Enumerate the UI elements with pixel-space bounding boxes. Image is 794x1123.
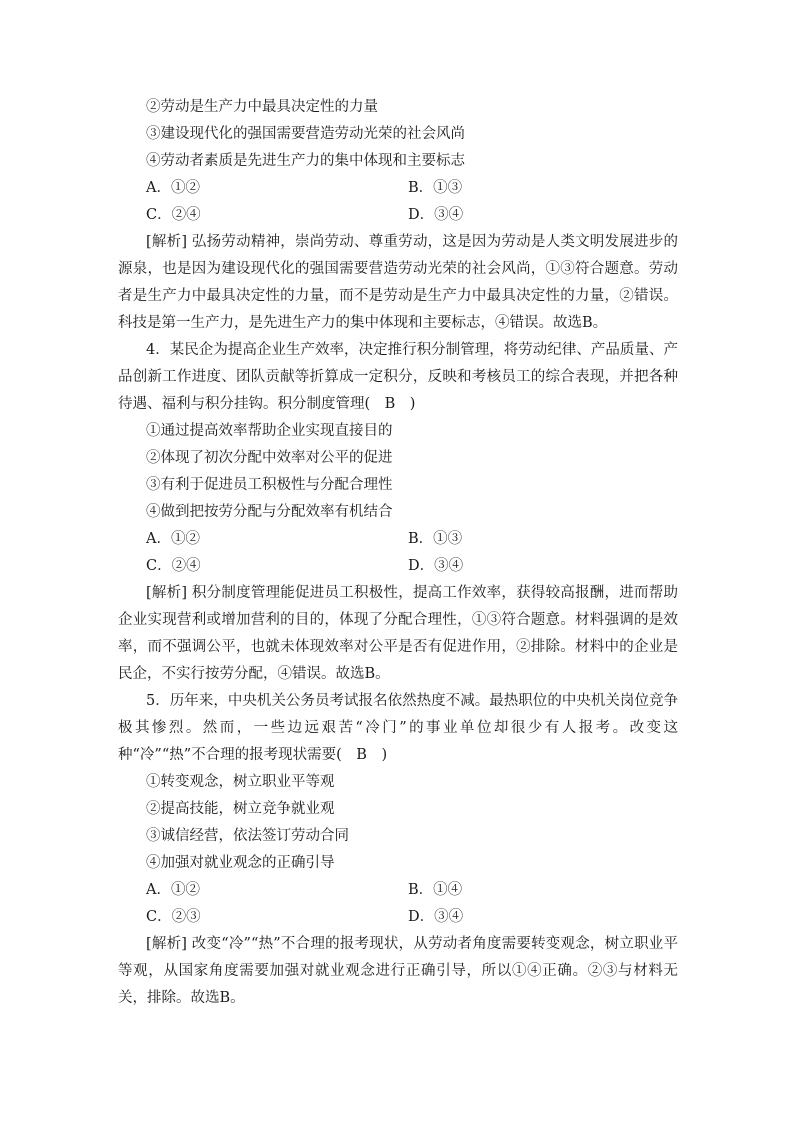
q4-choice-b: B．①③	[408, 531, 463, 547]
q3-choice-b: B．①③	[408, 180, 463, 196]
q5-choice-a: A．①②	[146, 882, 200, 898]
q5-option-4: ④加强对就业观念的正确引导	[146, 855, 335, 871]
q3-option-3: ③建设现代化的强国需要营造劳动光荣的社会风尚	[146, 126, 465, 142]
q4-choice-a: A．①②	[146, 531, 200, 547]
q5-choices-row-1	[118, 877, 678, 904]
q5-stem: 5．历年来，中央机关公务员考试报名依然热度不减。最热职位的中央机关岗位竞争极其惨烈。然而，一些边远艰苦“冷门”的事业单位却很少有人报考。改变这种“冷”“热”不合理的报考现状需要( B )	[118, 693, 678, 763]
q4-option-2: ②体现了初次分配中效率对公平的促进	[146, 450, 393, 466]
q3-choice-a: A．①②	[146, 180, 200, 196]
q4-choice-d: D．③④	[408, 558, 464, 574]
q3-option-2: ②劳动是生产力中最具决定性的力量	[146, 99, 378, 115]
q3-choices-row-1	[118, 175, 678, 202]
q3-choice-d: D．③④	[408, 207, 464, 223]
q5-choice-d: D．③④	[408, 909, 464, 925]
q3-option-4: ④劳动者素质是先进生产力的集中体现和主要标志	[146, 153, 465, 169]
q5-analysis: [解析] 改变“冷”“热”不合理的报考现状，从劳动者角度需要转变观念，树立职业平等观，从国家角度需要加强对就业观念进行正确引导，所以①④正确。②③与材料无关，排除。故选B。	[118, 936, 678, 1006]
q3-analysis: [解析] 弘扬劳动精神，崇尚劳动、尊重劳动，这是因为劳动是人类文明发展进步的源泉，也是因为建设现代化的强国需要营造劳动光荣的社会风尚，①③符合题意。劳动者是生产力中最具决定性的力量，而不是劳动是生产力中最具决定性的力量，②错误。科技是第一生产力，是先进生产力的集中体现和主要标志，④错误。故选B。	[118, 234, 678, 331]
q5-option-2: ②提高技能，树立竞争就业观	[146, 801, 335, 817]
q5-choice-c: C．②③	[146, 909, 201, 925]
q4-option-1: ①通过提高效率帮助企业实现直接目的	[146, 423, 393, 439]
q4-option-3: ③有利于促进员工积极性与分配合理性	[146, 477, 393, 493]
q3-choice-c: C．②④	[146, 207, 201, 223]
q5-choices-row-2	[118, 904, 678, 931]
q4-option-4: ④做到把按劳分配与分配效率有机结合	[146, 504, 393, 520]
q5-option-1: ①转变观念，树立职业平等观	[146, 774, 335, 790]
q4-choices-row-2	[118, 553, 678, 580]
q3-choices-row-2	[118, 202, 678, 229]
q4-stem: 4．某民企为提高企业生产效率，决定推行积分制管理，将劳动纪律、产品质量、产品创新工作进度、团队贡献等折算成一定积分，反映和考核员工的综合表现，并把各种待遇、福利与积分挂钩。积分制度管理( B )	[118, 342, 678, 412]
q5-choice-b: B．①④	[408, 882, 463, 898]
q5-option-3: ③诚信经营，依法签订劳动合同	[146, 828, 349, 844]
q4-choices-row-1	[118, 526, 678, 553]
q4-analysis: [解析] 积分制度管理能促进员工积极性，提高工作效率，获得较高报酬，进而帮助企业实现营利或增加营利的目的，体现了分配合理性，①③符合题意。材料强调的是效率，而不强调公平，也就未体现效率对公平是否有促进作用，②排除。材料中的企业是民企，不实行按劳分配，④错误。故选B。	[118, 585, 678, 682]
q4-choice-c: C．②④	[146, 558, 201, 574]
document-content	[118, 94, 678, 1012]
